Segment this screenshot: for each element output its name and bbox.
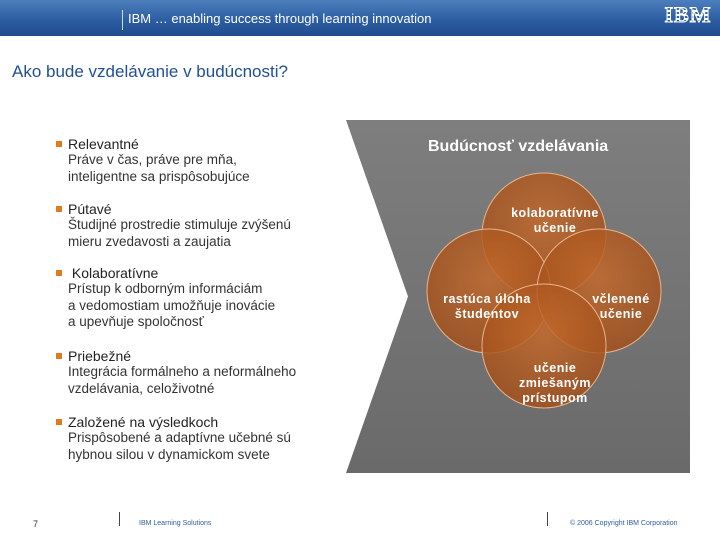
label-embedded: včlenené učenie [592, 292, 650, 321]
bullet-relevant [56, 136, 356, 185]
bullet-square-icon [56, 270, 62, 276]
label-collaborative: kolaboratívne učenie [511, 206, 599, 235]
footer-divider [547, 512, 548, 526]
bullet-heading: Relevantné [68, 136, 139, 152]
bullet-heading: Priebežné [68, 348, 132, 364]
bullet-body: Prístup k odborným informáciám a vedomostiam umožňuje inovácie a upevňuje spoločnosť [68, 281, 276, 329]
bullet-square-icon [56, 141, 62, 147]
header-divider [122, 10, 123, 30]
bullet-results [56, 414, 356, 463]
page-number: 7 [33, 519, 39, 529]
bullet-heading: Založené na výsledkoch [68, 414, 219, 430]
label-student-role: rastúca úloha študentov [443, 292, 531, 321]
footer-divider [119, 512, 120, 526]
bullet-heading: Pútavé [68, 201, 112, 217]
bullet-square-icon [56, 353, 62, 359]
panel-title: Budúcnosť vzdelávania [428, 138, 609, 155]
bullet-body: Práve v čas, práve pre mňa, inteligentne sa prispôsobujúce [68, 152, 250, 184]
footer-brand: IBM Learning Solutions [139, 520, 212, 527]
bullet-engaging [56, 201, 356, 250]
bullet-heading: Kolaboratívne [68, 265, 159, 281]
ibm-logo: IBM [664, 2, 712, 27]
header-tagline: IBM … enabling success through learning innovation [128, 11, 432, 26]
bullet-square-icon [56, 419, 62, 425]
bullet-body: Študijné prostredie stimuluje zvýšenú mieru zvedavosti a zaujatia [68, 217, 291, 249]
bullet-collaborative [56, 265, 356, 331]
label-blended: učenie zmiešaným prístupom [519, 361, 591, 405]
bullet-body: Integrácia formálneho a neformálneho vzdelávania, celoživotné [68, 364, 297, 396]
bullet-square-icon [56, 206, 62, 212]
footer-copyright: © 2006 Copyright IBM Corporation [570, 520, 678, 527]
header-bar [0, 0, 720, 36]
slide-title: Ako bude vzdelávanie v budúcnosti? [12, 62, 288, 81]
bullet-body: Prispôsobené a adaptívne učebné sú hybnou silou v dynamickom svete [68, 430, 291, 462]
bullet-continuous [56, 348, 356, 397]
